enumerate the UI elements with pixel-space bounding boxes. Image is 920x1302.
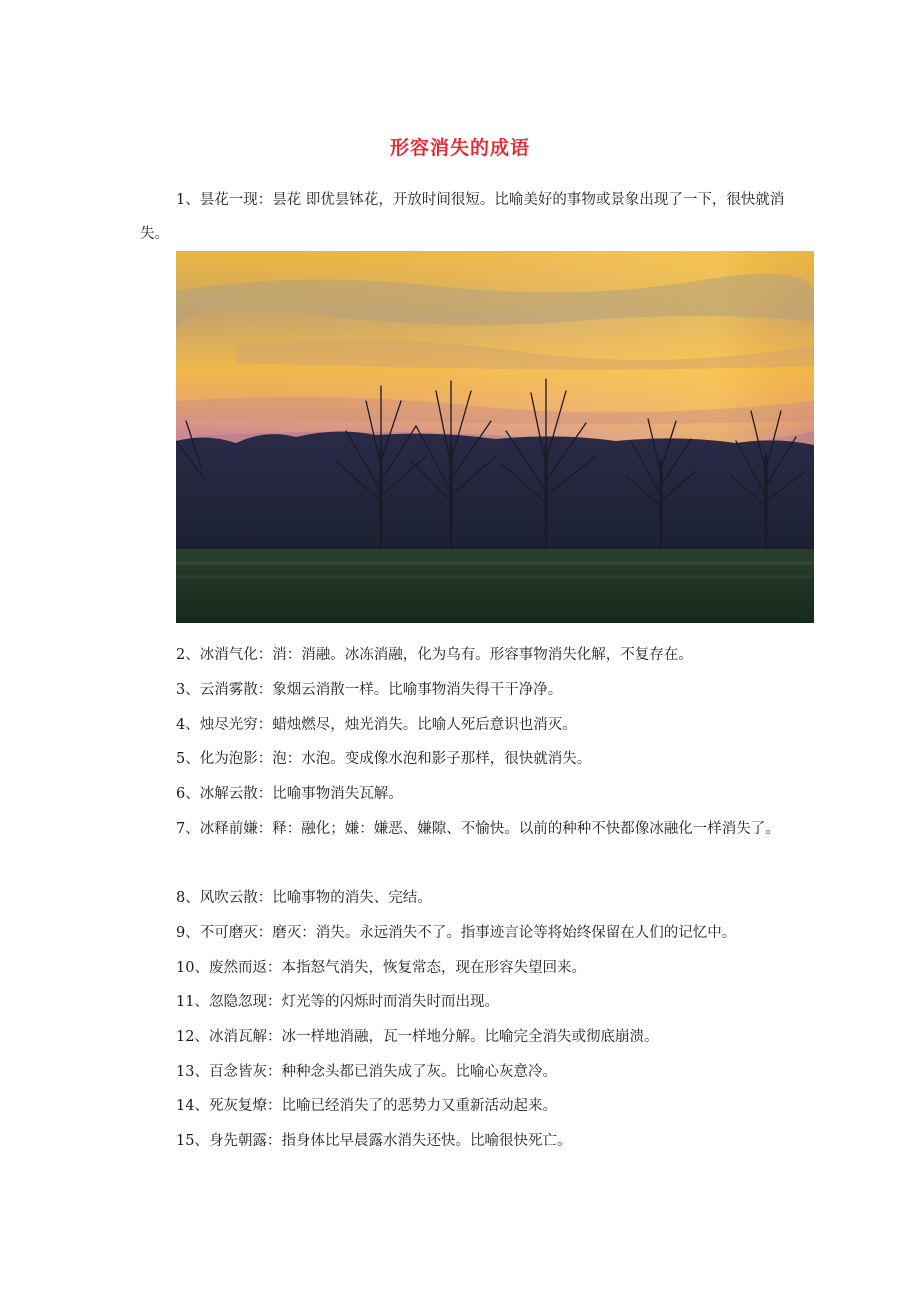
- list-item: 14、死灰复燎：比喻已经消失了的恶势力又重新活动起来。: [176, 1098, 557, 1114]
- list-item: 9、不可磨灭：磨灭：消失。永远消失不了。指事迹言论等将始终保留在人们的记忆中。: [176, 925, 737, 941]
- sunset-trees-landscape-photo: [176, 251, 814, 623]
- intro-paragraph: 1、昙花一现：昙花 即优昙钵花，开放时间很短。比喻美好的事物或景象出现了一下，很快就消失。: [140, 192, 785, 242]
- list-item: 3、云消雾散：象烟云消散一样。比喻事物消失得干干净净。: [176, 682, 563, 698]
- list-item: 15、身先朝露：指身体比早晨露水消失还快。比喻很快死亡。: [176, 1133, 572, 1149]
- list-item: 2、冰消气化：消：消融。冰冻消融，化为乌有。形容事物消失化解，不复存在。: [176, 647, 693, 663]
- page-title: 形容消失的成语: [389, 137, 530, 159]
- list-item: 6、冰解云散：比喻事物消失瓦解。: [176, 786, 403, 802]
- list-item: 12、冰消瓦解：冰一样地消融，瓦一样地分解。比喻完全消失或彻底崩溃。: [176, 1029, 659, 1045]
- list-item: 7、冰释前嫌：释：融化；嫌：嫌恶、嫌隙、不愉快。以前的种种不快都像冰融化一样消失了。: [176, 821, 780, 837]
- list-item: 5、化为泡影：泡：水泡。变成像水泡和影子那样，很快就消失。: [176, 751, 592, 767]
- list-item: 4、烛尽光穷：蜡烛燃尽，烛光消失。比喻人死后意识也消灭。: [176, 717, 577, 733]
- list-item: 13、百念皆灰：种种念头都已消失成了灰。比喻心灰意冷。: [176, 1064, 557, 1080]
- list-item: 8、风吹云散：比喻事物的消失、完结。: [176, 890, 432, 906]
- list-item: 11、忽隐忽现：灯光等的闪烁时而消失时而出现。: [176, 994, 499, 1010]
- list-item: 10、废然而返：本指怒气消失，恢复常态，现在形容失望回来。: [176, 960, 586, 976]
